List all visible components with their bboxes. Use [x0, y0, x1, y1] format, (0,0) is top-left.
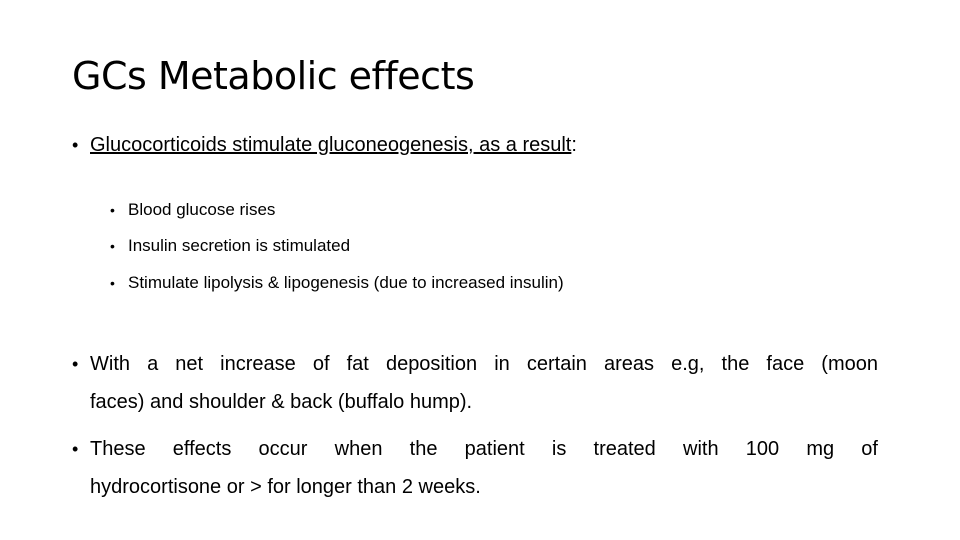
sub-item-text: Stimulate lipolysis & lipogenesis (due to increased insulin): [128, 273, 564, 292]
bullet-icon: •: [72, 135, 79, 155]
bullet-icon: •: [72, 439, 79, 459]
sub-item: [110, 271, 564, 295]
slide-title: GCs Metabolic effects: [72, 54, 475, 98]
point2-text: [90, 345, 878, 421]
intro-suffix: :: [571, 134, 577, 156]
bullet-intro-text: [90, 126, 577, 164]
bullet-intro: [72, 126, 577, 164]
point2-line2: faces) and shoulder & back (buffalo hump).: [90, 391, 473, 413]
sub-item: [110, 234, 350, 258]
point3-line1: These effects occur when the patient is treated with 100 mg of: [90, 438, 878, 460]
intro-underlined-text: Glucocorticoids stimulate gluconeogenesis, as a result: [90, 134, 572, 156]
sub-item: [110, 198, 275, 222]
point3-text: [90, 430, 878, 506]
bullet-icon: •: [72, 354, 79, 374]
sub-item-text: Insulin secretion is stimulated: [128, 236, 351, 255]
bullet-icon: •: [110, 275, 115, 291]
point2-line1: With a net increase of fat deposition in certain areas e.g, the face (moon: [90, 353, 878, 375]
point3-line2: hydrocortisone or > for longer than 2 weeks.: [90, 476, 481, 498]
bullet-point3: [72, 430, 878, 506]
sub-item-text: Blood glucose rises: [128, 200, 276, 219]
bullet-icon: •: [110, 238, 115, 254]
bullet-point2: [72, 345, 878, 421]
bullet-icon: •: [110, 202, 115, 218]
